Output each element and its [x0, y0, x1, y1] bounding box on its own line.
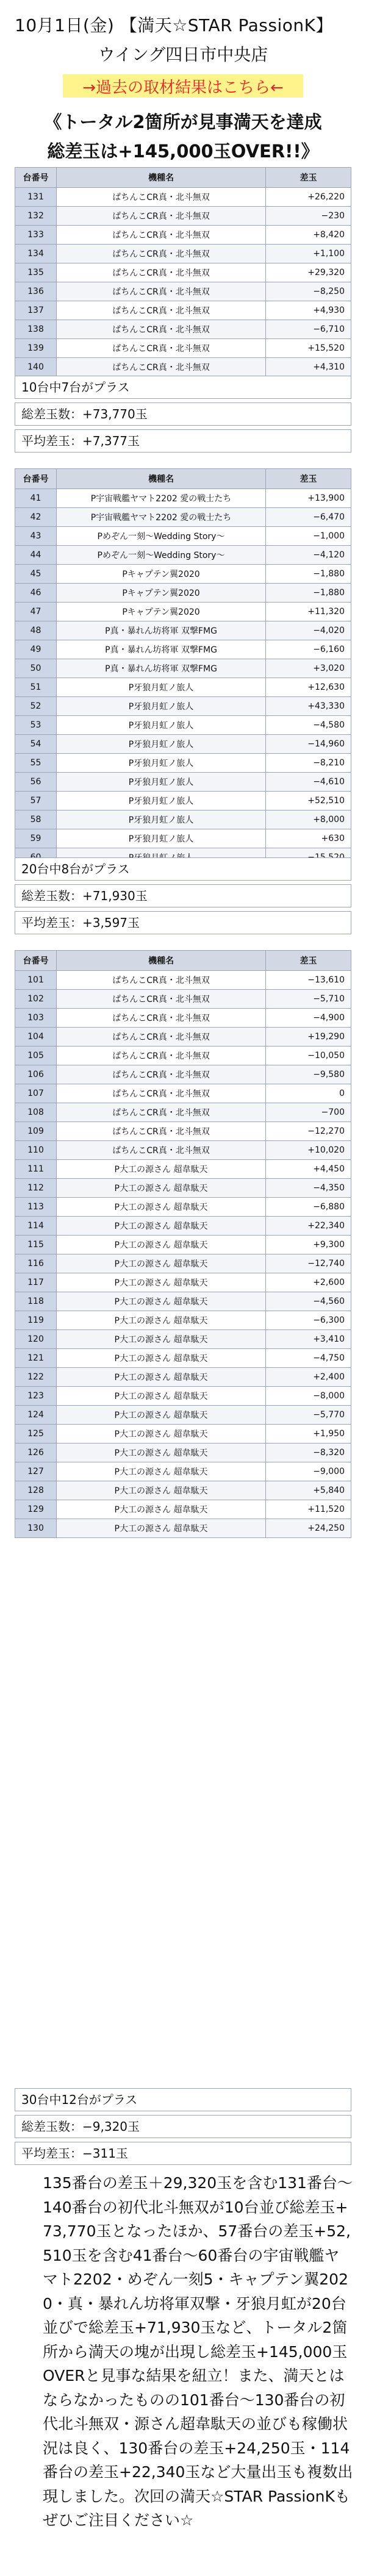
- report-title: 10月1日(金) 【満天☆STAR PassionK】: [15, 15, 333, 35]
- machine-number: 127: [15, 1462, 57, 1481]
- machine-name: ぱちんこCR真・北斗無双: [57, 1141, 266, 1160]
- ball-difference: +8,000: [266, 810, 351, 829]
- machine-number: 115: [15, 1236, 57, 1254]
- header-number: 台番号: [15, 168, 57, 188]
- machine-number: 112: [15, 1179, 57, 1198]
- machine-name: Pめぞん一刻〜Wedding Story〜: [57, 527, 266, 546]
- ball-difference: +15,520: [266, 339, 351, 358]
- machine-name: ぱちんこCR真・北斗無双: [57, 1065, 266, 1084]
- machine-number: 128: [15, 1481, 57, 1500]
- ball-difference: +4,310: [266, 358, 351, 377]
- table-header-row: [15, 951, 351, 971]
- ball-difference: 0: [266, 1084, 351, 1103]
- ball-difference: +19,290: [266, 1028, 351, 1046]
- ball-difference: +11,320: [266, 603, 351, 621]
- ball-difference: −8,320: [266, 1444, 351, 1462]
- table-row: [15, 971, 351, 990]
- ball-difference: +5,840: [266, 1481, 351, 1500]
- ball-difference: −4,120: [266, 546, 351, 565]
- machine-name: ぱちんこCR真・北斗無双: [57, 990, 266, 1009]
- machine-name: ぱちんこCR真・北斗無双: [57, 263, 266, 282]
- machine-number: 105: [15, 1046, 57, 1065]
- ball-difference: −4,750: [266, 1349, 351, 1368]
- table-row: [15, 263, 351, 282]
- machine-name: P大工の源さん 超韋駄天: [57, 1425, 266, 1444]
- machine-name: ぱちんこCR真・北斗無双: [57, 282, 266, 301]
- ball-difference: −8,250: [266, 282, 351, 301]
- average-diff-1: 平均差玉：+7,377玉: [15, 429, 351, 453]
- machine-number: 52: [15, 697, 57, 716]
- ball-difference: −6,160: [266, 640, 351, 659]
- machine-name: Pキャプテン翼2020: [57, 565, 266, 584]
- table-row: [15, 1217, 351, 1236]
- table-row: [15, 659, 351, 678]
- machine-name: ぱちんこCR真・北斗無双: [57, 226, 266, 245]
- machine-name: P大工の源さん 超韋駄天: [57, 1236, 266, 1254]
- machine-number: 57: [15, 792, 57, 810]
- table-row: [15, 1444, 351, 1462]
- ball-difference: +3,020: [266, 659, 351, 678]
- machine-number: 51: [15, 678, 57, 697]
- table-row: [15, 735, 351, 754]
- table-header-row: [15, 469, 351, 489]
- table-row: [15, 1122, 351, 1141]
- machine-name: P大工の源さん 超韋駄天: [57, 1500, 266, 1519]
- table-row: [15, 565, 351, 584]
- machine-number: 102: [15, 990, 57, 1009]
- ball-difference: −6,470: [266, 508, 351, 527]
- table-row: [15, 1519, 351, 1538]
- machine-number: 42: [15, 508, 57, 527]
- table-row: [15, 489, 351, 508]
- ball-difference: −12,270: [266, 1122, 351, 1141]
- table-row: [15, 1500, 351, 1519]
- table-body-3: [15, 971, 351, 1538]
- machine-name: P牙狼月虹ノ旅人: [57, 678, 266, 697]
- header-number: 台番号: [15, 469, 57, 489]
- machine-number: 131: [15, 188, 57, 207]
- machine-number: 117: [15, 1273, 57, 1292]
- machine-name: ぱちんこCR真・北斗無双: [57, 1046, 266, 1065]
- table-row: [15, 990, 351, 1009]
- table-row: [15, 810, 351, 829]
- machine-number: 134: [15, 245, 57, 263]
- ball-difference: −230: [266, 207, 351, 226]
- ball-difference: +10,020: [266, 1141, 351, 1160]
- table-row: [15, 1179, 351, 1198]
- machine-name: Pめぞん一刻〜Wedding Story〜: [57, 546, 266, 565]
- machine-name: P大工の源さん 超韋駄天: [57, 1179, 266, 1198]
- table-row: [15, 1009, 351, 1028]
- table-row: [15, 508, 351, 527]
- machine-name: P大工の源さん 超韋駄天: [57, 1217, 266, 1236]
- ball-difference: −8,000: [266, 1387, 351, 1406]
- machine-name: ぱちんこCR真・北斗無双: [57, 971, 266, 990]
- ball-difference: −6,300: [266, 1311, 351, 1330]
- machine-name: P大工の源さん 超韋駄天: [57, 1198, 266, 1217]
- table-row: [15, 1481, 351, 1500]
- results-table-3: [15, 950, 351, 1538]
- machine-number: 103: [15, 1009, 57, 1028]
- machine-number: 111: [15, 1160, 57, 1179]
- machine-name: ぱちんこCR真・北斗無双: [57, 339, 266, 358]
- machine-number: 45: [15, 565, 57, 584]
- machine-name: P大工の源さん 超韋駄天: [57, 1368, 266, 1387]
- machine-name: P牙狼月虹ノ旅人: [57, 754, 266, 773]
- table-row: [15, 716, 351, 735]
- ball-difference: −4,560: [266, 1292, 351, 1311]
- machine-number: 108: [15, 1103, 57, 1122]
- table-row: [15, 282, 351, 301]
- machine-name: P大工の源さん 超韋駄天: [57, 1462, 266, 1481]
- table-row: [15, 1103, 351, 1122]
- ball-difference: −4,020: [266, 621, 351, 640]
- table-row: [15, 1236, 351, 1254]
- machine-name: P真・暴れん坊将軍 双撃FMG: [57, 621, 266, 640]
- machine-name: P真・暴れん坊将軍 双撃FMG: [57, 659, 266, 678]
- ball-difference: −5,710: [266, 990, 351, 1009]
- ball-difference: −5,770: [266, 1406, 351, 1425]
- plus-count-3: 30台中12台がプラス: [15, 2088, 351, 2111]
- ball-difference: +1,100: [266, 245, 351, 263]
- table-row: [15, 1198, 351, 1217]
- ball-difference: −9,580: [266, 1065, 351, 1084]
- ball-difference: +12,630: [266, 678, 351, 697]
- machine-number: 137: [15, 301, 57, 320]
- table-row: [15, 1330, 351, 1349]
- machine-number: 48: [15, 621, 57, 640]
- store-name: ウイング四日市中央店: [98, 45, 268, 65]
- machine-number: 125: [15, 1425, 57, 1444]
- table-row: [15, 1084, 351, 1103]
- machine-number: 104: [15, 1028, 57, 1046]
- conclusion-text: 135番台の差玉＋29,320玉を含む131番台〜140番台の初代北斗無双が10台並び総差玉+73,770玉となったほか、57番台の差玉+52,510玉を含む41番台〜60番台の宇宙戦艦ヤマト2202・めぞん一刻5・キャプテン翼2020・真・暴れん坊将軍双撃・牙狼月虹が20台並びで総差玉+71,930玉など、トータル2箇所から満天の塊が出現し総差玉+145,000玉OVERと見事な結果を紐立！また、満天とはならなかったものの101番台〜130番台の初代北斗無双・源さん超韋駄天の並びも稼働状況は良く、130番台の差玉+24,250玉・114番台の差玉+22,340玉など大量出玉も複数出現しました。次回の満天☆STAR PassionKもぜひご注目ください☆: [43, 2174, 353, 2529]
- machine-name: P大工の源さん 超韋駄天: [57, 1519, 266, 1538]
- ball-difference: +630: [266, 829, 351, 848]
- machine-number: 50: [15, 659, 57, 678]
- machine-number: 114: [15, 1217, 57, 1236]
- table-row: [15, 584, 351, 603]
- machine-name: ぱちんこCR真・北斗無双: [57, 1122, 266, 1141]
- ball-difference: −10,050: [266, 1046, 351, 1065]
- machine-number: 107: [15, 1084, 57, 1103]
- machine-number: 136: [15, 282, 57, 301]
- ball-difference: −1,000: [266, 527, 351, 546]
- ball-difference: +8,420: [266, 226, 351, 245]
- machine-name: P牙狼月虹ノ旅人: [57, 697, 266, 716]
- machine-number: 106: [15, 1065, 57, 1084]
- ball-difference: +22,340: [266, 1217, 351, 1236]
- machine-number: 138: [15, 320, 57, 339]
- machine-number: 49: [15, 640, 57, 659]
- table-row: [15, 226, 351, 245]
- table-row: [15, 1273, 351, 1292]
- table-row: [15, 754, 351, 773]
- table-row: [15, 1349, 351, 1368]
- ball-difference: +9,300: [266, 1236, 351, 1254]
- machine-number: 118: [15, 1292, 57, 1311]
- machine-name: ぱちんこCR真・北斗無双: [57, 245, 266, 263]
- average-diff-2: 平均差玉：+3,597玉: [15, 911, 351, 934]
- machine-name: Pキャプテン翼2020: [57, 584, 266, 603]
- table-row: [15, 1311, 351, 1330]
- machine-number: 41: [15, 489, 57, 508]
- results-table-1: [15, 167, 351, 377]
- machine-name: P大工の源さん 超韋駄天: [57, 1292, 266, 1311]
- machine-number: 126: [15, 1444, 57, 1462]
- table-row: [15, 320, 351, 339]
- ball-difference: +52,510: [266, 792, 351, 810]
- machine-number: 124: [15, 1406, 57, 1425]
- machine-number: 133: [15, 226, 57, 245]
- machine-number: 139: [15, 339, 57, 358]
- table-row: [15, 640, 351, 659]
- machine-name: P牙狼月虹ノ旅人: [57, 716, 266, 735]
- table-row: [15, 697, 351, 716]
- results-table-2: [15, 468, 351, 867]
- machine-name: P大工の源さん 超韋駄天: [57, 1330, 266, 1349]
- machine-number: 140: [15, 358, 57, 377]
- machine-number: 44: [15, 546, 57, 565]
- machine-number: 122: [15, 1368, 57, 1387]
- machine-name: P牙狼月虹ノ旅人: [57, 829, 266, 848]
- table-row: [15, 188, 351, 207]
- total-diff-3: 総差玉数：−9,320玉: [15, 2115, 351, 2138]
- ball-difference: +13,900: [266, 489, 351, 508]
- machine-name: ぱちんこCR真・北斗無双: [57, 301, 266, 320]
- machine-name: P大工の源さん 超韋駄天: [57, 1160, 266, 1179]
- machine-name: Pキャプテン翼2020: [57, 603, 266, 621]
- table-row: [15, 1406, 351, 1425]
- table-row: [15, 1387, 351, 1406]
- ball-difference: +24,250: [266, 1519, 351, 1538]
- table-row: [15, 245, 351, 263]
- machine-name: P真・暴れん坊将軍 双撃FMG: [57, 640, 266, 659]
- machine-number: 121: [15, 1349, 57, 1368]
- machine-number: 120: [15, 1330, 57, 1349]
- ball-difference: −9,000: [266, 1462, 351, 1481]
- ball-difference: +29,320: [266, 263, 351, 282]
- machine-number: 135: [15, 263, 57, 282]
- machine-name: ぱちんこCR真・北斗無双: [57, 188, 266, 207]
- machine-number: 47: [15, 603, 57, 621]
- ball-difference: +4,930: [266, 301, 351, 320]
- machine-number: 116: [15, 1254, 57, 1273]
- machine-number: 53: [15, 716, 57, 735]
- machine-number: 55: [15, 754, 57, 773]
- table-row: [15, 829, 351, 848]
- machine-number: 46: [15, 584, 57, 603]
- past-results-link[interactable]: →過去の取材結果はこちら←: [63, 74, 303, 98]
- machine-name: P大工の源さん 超韋駄天: [57, 1481, 266, 1500]
- table-row: [15, 1462, 351, 1481]
- ball-difference: +1,950: [266, 1425, 351, 1444]
- machine-number: 110: [15, 1141, 57, 1160]
- ball-difference: −1,880: [266, 584, 351, 603]
- plus-count-1: 10台中7台がプラス: [15, 376, 351, 399]
- machine-number: 54: [15, 735, 57, 754]
- ball-difference: +2,600: [266, 1273, 351, 1292]
- header-number: 台番号: [15, 951, 57, 971]
- machine-number: 43: [15, 527, 57, 546]
- ball-difference: −4,610: [266, 773, 351, 792]
- average-diff-3: 平均差玉：−311玉: [15, 2142, 351, 2165]
- machine-name: P大工の源さん 超韋駄天: [57, 1273, 266, 1292]
- machine-name: P牙狼月虹ノ旅人: [57, 792, 266, 810]
- table-row: [15, 339, 351, 358]
- table-row: [15, 1425, 351, 1444]
- machine-name: P大工の源さん 超韋駄天: [57, 1349, 266, 1368]
- machine-name: P牙狼月虹ノ旅人: [57, 773, 266, 792]
- ball-difference: −4,900: [266, 1009, 351, 1028]
- table-row: [15, 1065, 351, 1084]
- machine-number: 130: [15, 1519, 57, 1538]
- machine-name: P宇宙戦艦ヤマト2202 愛の戦士たち: [57, 508, 266, 527]
- machine-name: P牙狼月虹ノ旅人: [57, 810, 266, 829]
- plus-count-2: 20台中8台がプラス: [15, 857, 351, 881]
- table-row: [15, 792, 351, 810]
- table-row: [15, 527, 351, 546]
- table-body-2: [15, 489, 351, 867]
- machine-number: 101: [15, 971, 57, 990]
- table-row: [15, 301, 351, 320]
- table-row: [15, 1046, 351, 1065]
- headline-line-2: 総差玉は+145,000玉OVER!!》: [47, 141, 319, 162]
- machine-number: 113: [15, 1198, 57, 1217]
- ball-difference: −4,350: [266, 1179, 351, 1198]
- machine-name: P大工の源さん 超韋駄天: [57, 1444, 266, 1462]
- ball-difference: +26,220: [266, 188, 351, 207]
- table-body-1: [15, 188, 351, 377]
- machine-name: ぱちんこCR真・北斗無双: [57, 320, 266, 339]
- machine-name: ぱちんこCR真・北斗無双: [57, 1009, 266, 1028]
- headline-line-1: 《トータル2箇所が見事満天を達成: [44, 112, 322, 132]
- table-row: [15, 1254, 351, 1273]
- ball-difference: −6,880: [266, 1198, 351, 1217]
- table-row: [15, 358, 351, 377]
- machine-name: P大工の源さん 超韋駄天: [57, 1254, 266, 1273]
- ball-difference: +11,520: [266, 1500, 351, 1519]
- machine-number: 132: [15, 207, 57, 226]
- table-row: [15, 678, 351, 697]
- ball-difference: −1,880: [266, 565, 351, 584]
- machine-number: 109: [15, 1122, 57, 1141]
- machine-name: P大工の源さん 超韋駄天: [57, 1406, 266, 1425]
- machine-name: ぱちんこCR真・北斗無双: [57, 1028, 266, 1046]
- table-row: [15, 546, 351, 565]
- table-row: [15, 1368, 351, 1387]
- machine-number: 119: [15, 1311, 57, 1330]
- ball-difference: +43,330: [266, 697, 351, 716]
- header-machine: 機種名: [57, 168, 266, 188]
- total-diff-1: 総差玉数：+73,770玉: [15, 402, 351, 426]
- table-row: [15, 1160, 351, 1179]
- ball-difference: +2,400: [266, 1368, 351, 1387]
- machine-number: 59: [15, 829, 57, 848]
- ball-difference: −700: [266, 1103, 351, 1122]
- ball-difference: −6,710: [266, 320, 351, 339]
- machine-number: 58: [15, 810, 57, 829]
- header-machine: 機種名: [57, 951, 266, 971]
- machine-number: 56: [15, 773, 57, 792]
- ball-difference: −14,960: [266, 735, 351, 754]
- machine-name: ぱちんこCR真・北斗無双: [57, 358, 266, 377]
- ball-difference: −4,580: [266, 716, 351, 735]
- ball-difference: −12,740: [266, 1254, 351, 1273]
- machine-name: ぱちんこCR真・北斗無双: [57, 1103, 266, 1122]
- table-row: [15, 1028, 351, 1046]
- machine-name: ぱちんこCR真・北斗無双: [57, 207, 266, 226]
- table-row: [15, 1292, 351, 1311]
- machine-number: 129: [15, 1500, 57, 1519]
- total-diff-2: 総差玉数：+71,930玉: [15, 884, 351, 907]
- ball-difference: +3,410: [266, 1330, 351, 1349]
- ball-difference: −8,210: [266, 754, 351, 773]
- table-row: [15, 621, 351, 640]
- machine-name: P大工の源さん 超韋駄天: [57, 1387, 266, 1406]
- header-machine: 機種名: [57, 469, 266, 489]
- table-row: [15, 773, 351, 792]
- machine-name: P牙狼月虹ノ旅人: [57, 735, 266, 754]
- table-header-row: [15, 168, 351, 188]
- ball-difference: −13,610: [266, 971, 351, 990]
- header-diff: 差玉: [266, 168, 351, 188]
- table-row: [15, 1141, 351, 1160]
- header-diff: 差玉: [266, 469, 351, 489]
- ball-difference: +4,450: [266, 1160, 351, 1179]
- machine-name: ぱちんこCR真・北斗無双: [57, 1084, 266, 1103]
- table-row: [15, 603, 351, 621]
- machine-name: P大工の源さん 超韋駄天: [57, 1311, 266, 1330]
- machine-name: P宇宙戦艦ヤマト2202 愛の戦士たち: [57, 489, 266, 508]
- table-row: [15, 207, 351, 226]
- header-diff: 差玉: [266, 951, 351, 971]
- machine-number: 123: [15, 1387, 57, 1406]
